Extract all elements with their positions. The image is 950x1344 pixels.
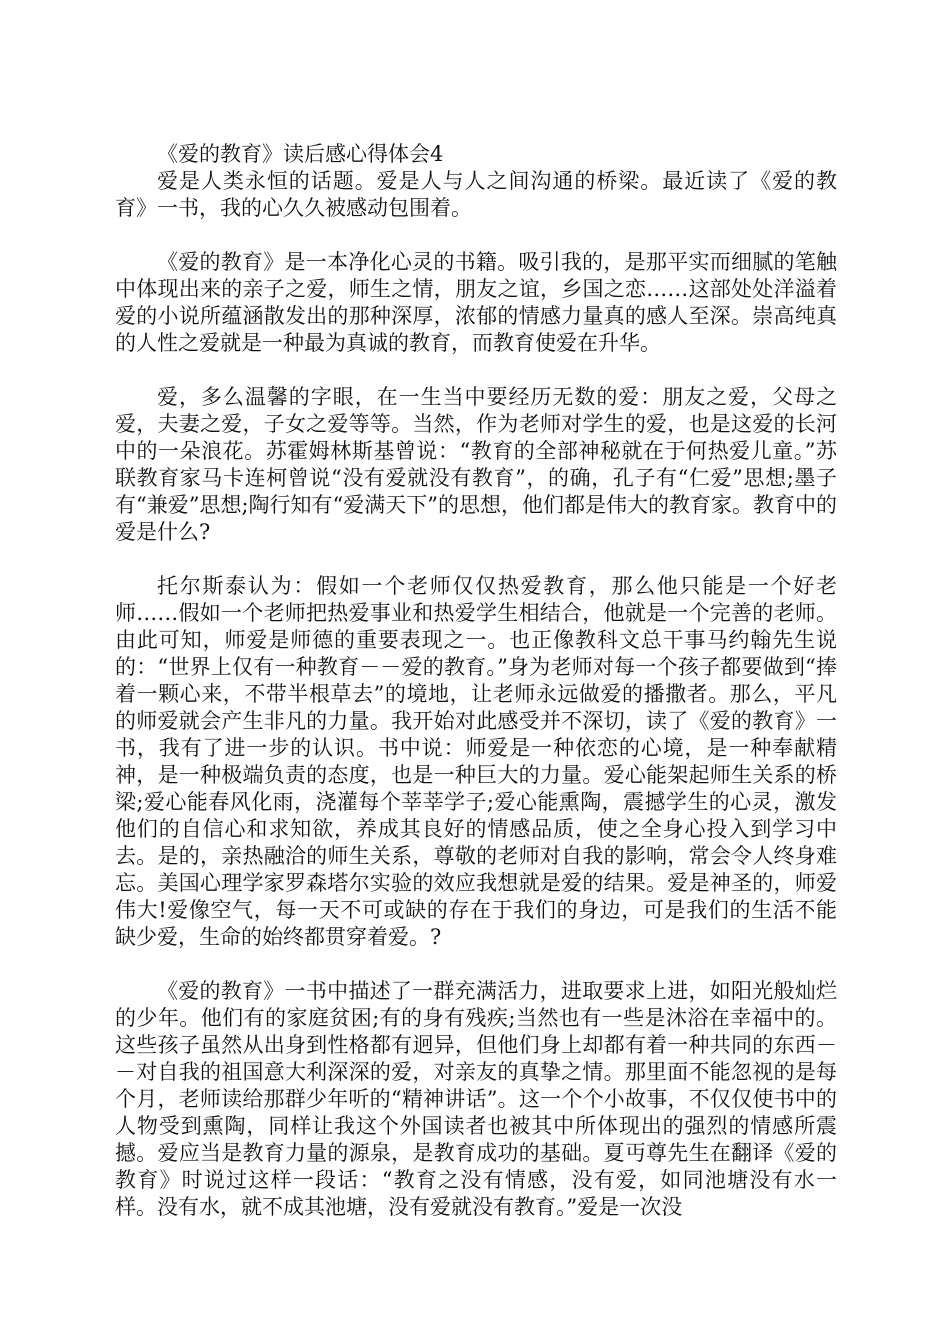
paragraph-5: 《爱的教育》一书中描述了一群充满活力，进取要求上进，如阳光般灿烂的少年。他们有的家庭贫困;有的身有残疾;当然也有一些是沐浴在幸福中的。这些孩子虽然从出身到性格都有迥异，但他们身上却都有着一种共同的东西－－对自我的祖国意大利深深的爱，对亲友的真挚之情。那里面不能忽视的是每个月，老师读给那群少年听的“精神讲话”。这一个个小故事，不仅仅使书中的人物受到熏陶，同样让我这个外国读者也被其中所体现出的强烈的情感所震撼。爱应当是教育力量的源泉，是教育成功的基础。夏丏尊先生在翻译《爱的教育》时说过这样一段话：“教育之没有情感，没有爱，如同池塘没有水一样。没有水，就不成其池塘，没有爱就没有教育。”爱是一次没 (115, 979, 837, 1219)
document-page (115, 141, 837, 1221)
paragraph-1: 爱是人类永恒的话题。爱是人与人之间沟通的桥梁。最近读了《爱的教育》一书，我的心久久被感动包围着。 (115, 169, 837, 220)
paragraph-2: 《爱的教育》是一本净化心灵的书籍。吸引我的，是那平实而细腻的笔触中体现出来的亲子之爱，师生之情，朋友之谊，乡国之恋……这部处处洋溢着爱的小说所蕴涵散发出的那种深厚，浓郁的情感力量真的感人至深。崇高纯真的人性之爱就是一种最为真诚的教育，而教育使爱在升华。 (115, 250, 837, 355)
paragraph-4: 托尔斯泰认为：假如一个老师仅仅热爱教育，那么他只能是一个好老师……假如一个老师把热爱事业和热爱学生相结合，他就是一个完善的老师。由此可知，师爱是师德的重要表现之一。也正像教科文总干事马约翰先生说的：“世界上仅有一种教育－－爱的教育。”身为老师对每一个孩子都要做到“捧着一颗心来，不带半根草去”的境地，让老师永远做爱的播撒者。那么，平凡的师爱就会产生非凡的力量。我开始对此感受并不深切，读了《爱的教育》一书，我有了进一步的认识。书中说：师爱是一种依恋的心境，是一种奉献精神，是一种极端负责的态度，也是一种巨大的力量。爱心能架起师生关系的桥梁;爱心能春风化雨，浇灌每个莘莘学子;爱心能熏陶，震撼学生的心灵，激发他们的自信心和求知欲，养成其良好的情感品质，使之全身心投入到学习中去。是的，亲热融洽的师生关系，尊敬的老师对自我的影响，常会令人终身难忘。美国心理学家罗森塔尔实验的效应我想就是爱的结果。爱是神圣的，师爱伟大!爱像空气，每一天不可或缺的存在于我们的身边，可是我们的生活不能缺少爱，生命的始终都贯穿着爱。? (115, 574, 837, 949)
paragraph-3: 爱，多么温馨的字眼，在一生当中要经历无数的爱：朋友之爱，父母之爱，夫妻之爱，子女之爱等等。当然，作为老师对学生的爱，也是这爱的长河中的一朵浪花。苏霍姆林斯基曾说：“教育的全部神秘就在于何热爱儿童。”苏联教育家马卡连柯曾说“没有爱就没有教育”，的确，孔子有“仁爱”思想;墨子有“兼爱”思想;陶行知有“爱满天下”的思想，他们都是伟大的教育家。教育中的爱是什么? (115, 385, 838, 544)
document-title: 《爱的教育》读后感心得体会4 (157, 142, 444, 166)
